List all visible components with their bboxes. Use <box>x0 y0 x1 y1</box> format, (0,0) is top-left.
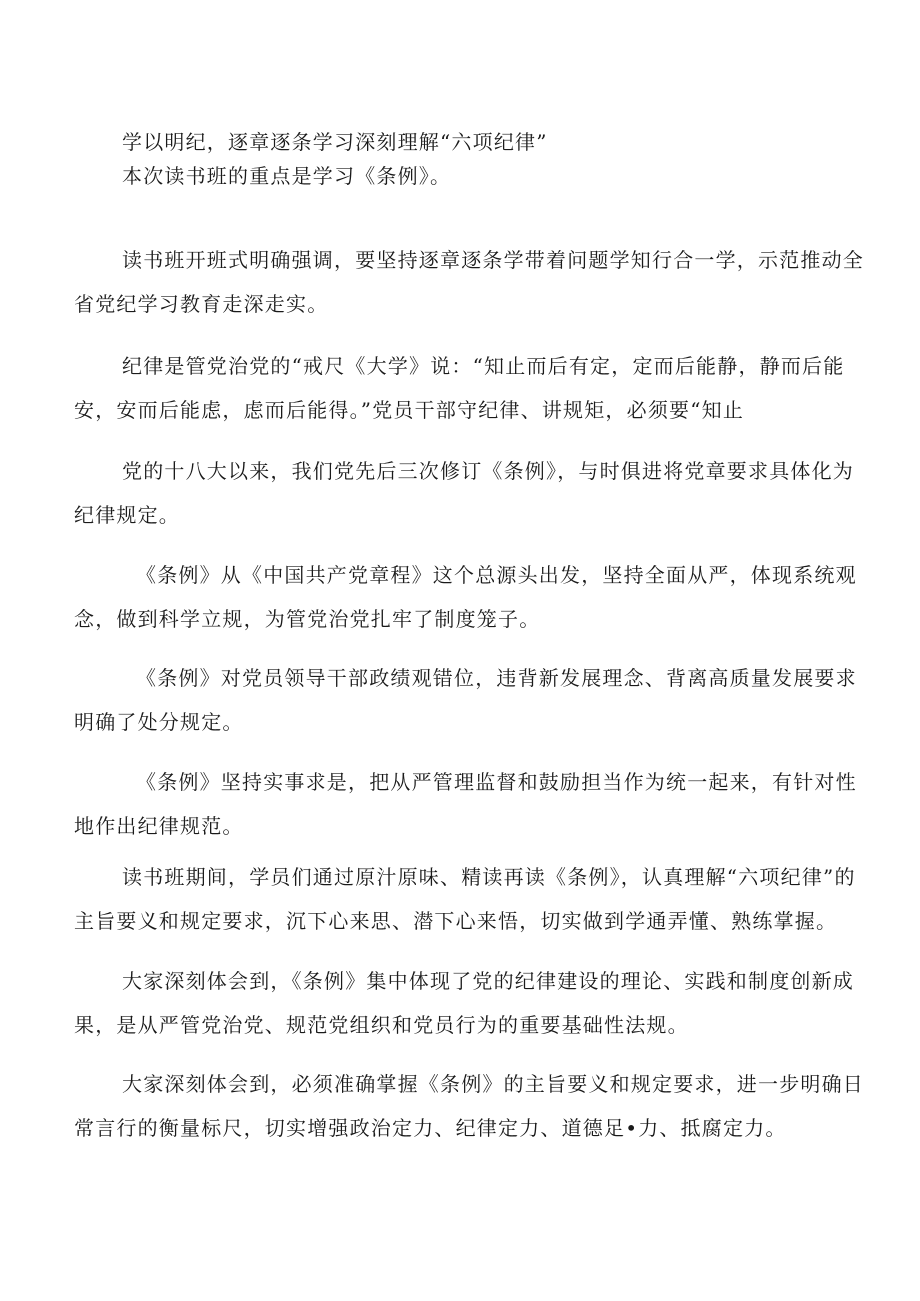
paragraph-heading: 学以明纪，逐章逐条学习深刻理解“六项纪律” <box>122 130 548 154</box>
paragraph-5: 党的十八大以来，我们党先后三次修订《条例》，与时俱进将党章要求具体化为纪律规定。 <box>74 459 854 527</box>
paragraph-11: 大家深刻体会到，必须准确掌握《条例》的主旨要义和规定要求，进一步明确日常言行的衡量标尺，切实增强政治定力、纪律定力、道德足•力、抵腐定力。 <box>74 1072 864 1140</box>
paragraph-9: 读书班期间，学员们通过原汁原味、精读再读《条例》，认真理解“六项纪律”的主旨要义和规定要求，沉下心来思、潜下心来悟，切实做到学通弄懂、熟练掌握。 <box>74 865 856 933</box>
paragraph-8: 《条例》坚持实事求是，把从严管理监督和鼓励担当作为统一起来，有针对性地作出纪律规范。 <box>74 770 857 838</box>
paragraph-10: 大家深刻体会到，《条例》集中体现了党的纪律建设的理论、实践和制度创新成果，是从严管党治党、规范党组织和党员行为的重要基础性法规。 <box>74 969 854 1037</box>
paragraph-6: 《条例》从《中国共产党章程》这个总源头出发，坚持全面从严，体现系统观念，做到科学立规，为管党治党扎牢了制度笼子。 <box>74 563 857 631</box>
paragraph-4: 纪律是管党治党的“戒尺《大学》说：“知止而后有定，定而后能静，静而后能安，安而后能虑，虑而后能得。”党员干部守纪律、讲规矩，必须要“知止 <box>74 354 845 422</box>
paragraph-7: 《条例》对党员领导干部政绩观错位，违背新发展理念、背离高质量发展要求明确了处分规定。 <box>74 666 857 734</box>
paragraph-2: 本次读书班的重点是学习《条例》。 <box>122 164 452 188</box>
paragraph-3: 读书班开班式明确强调，要坚持逐章逐条学带着问题学知行合一学，示范推动全省党纪学习教育走深走实。 <box>74 248 864 316</box>
